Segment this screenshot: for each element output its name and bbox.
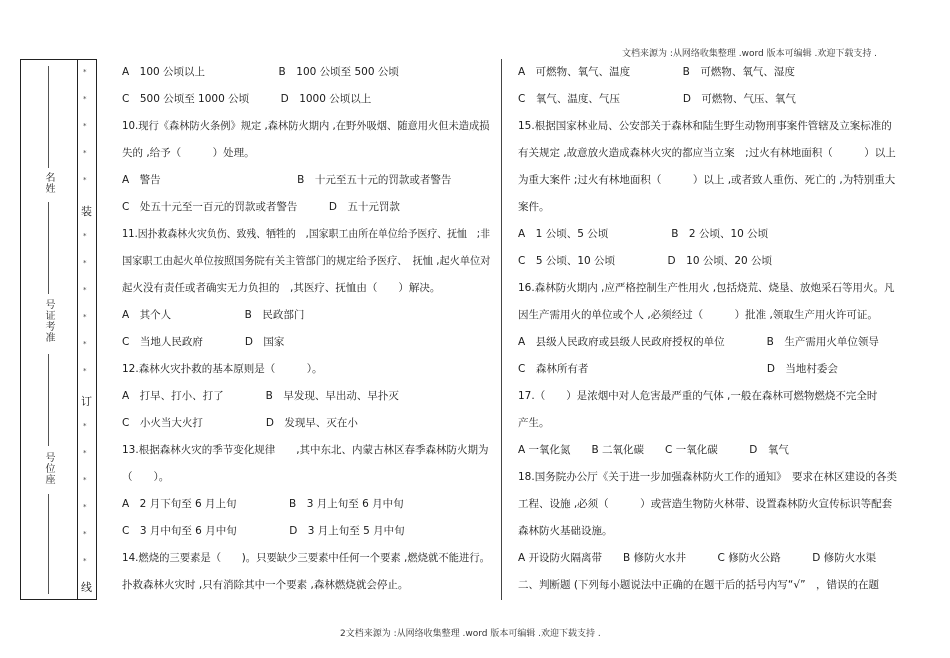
answer-options: A 县级人民政府或县级人民政府授权的单位 B 生产需用火单位领导	[518, 336, 879, 348]
question-18-cont: 工程、设施 ,必须（ ）或营造生物防火林带、设置森林防火宣传标识等配套	[518, 498, 893, 510]
answer-options: C 森林所有者 D 当地村委会	[518, 363, 838, 375]
binding-star: *	[83, 149, 87, 157]
answer-options: A 2 月下旬至 6 月上旬 B 3 月上旬至 6 月中旬	[122, 498, 404, 510]
question-14: 14.燃烧的三要素是（ )。只要缺少三要素中任何一个要素 ,燃烧就不能进行。	[122, 552, 490, 564]
name-fill-line-top	[48, 66, 49, 168]
binding-star: *	[83, 313, 87, 321]
binding-right-rule	[96, 59, 97, 600]
answer-options: A 开设防火隔离带 B 修防火水井 C 修防火公路 D 修防火水渠	[518, 552, 877, 564]
binding-star: *	[83, 422, 87, 430]
exam-number-label: 号证考准	[43, 299, 54, 343]
binding-star: *	[83, 340, 87, 348]
name-fill-line-bottom	[48, 202, 49, 294]
answer-options: A 可燃物、氧气、温度 B 可燃物、氧气、湿度	[518, 66, 795, 78]
question-15-cont: 有关规定 ,故意放火造成森林火灾的都应当立案 ;过火有林地面积（ ）以上	[518, 147, 896, 159]
binding-char-xian: 线	[81, 581, 92, 594]
answer-options: C 氧气、温度、气压 D 可燃物、气压、氧气	[518, 93, 796, 105]
binding-top-rule	[20, 59, 96, 60]
answer-options: A 100 公顷以上 B 100 公顷至 500 公顷	[122, 66, 399, 78]
binding-star: *	[83, 122, 87, 130]
answer-options: A 打早、打小、打了 B 早发现、早出动、早扑灭	[122, 390, 399, 402]
question-14-cont: 扑救森林火灾时 ,只有消除其中一个要素 ,森林燃烧就会停止。	[122, 579, 409, 591]
binding-bottom-rule	[20, 599, 96, 600]
binding-star: *	[83, 449, 87, 457]
answer-options: C 500 公顷至 1000 公顷 D 1000 公顷以上	[122, 93, 372, 105]
answer-options: A 警告 B 十元至五十元的罚款或者警告	[122, 174, 452, 186]
question-16: 16.森林防火期内 ,应严格控制生产性用火 ,包括烧荒、烧垦、放炮采石等用火。凡	[518, 282, 895, 294]
question-13: 13.根据森林火灾的季节变化规律 ,其中东北、内蒙古林区春季森林防火期为	[122, 444, 489, 456]
binding-char-zhuang: 装	[81, 205, 92, 218]
seat-number-fill-line	[48, 494, 49, 594]
question-15-cont: 为重大案件 ;过火有林地面积（ ）以上 ,或者致人重伤、死亡的 ,为特别重大	[518, 174, 896, 186]
binding-star: *	[83, 530, 87, 538]
question-11-cont: 国家职工由起火单位按照国务院有关主管部门的规定给予医疗、 抚恤 ,起火单位对	[122, 255, 491, 267]
column-divider	[501, 59, 502, 600]
question-13-cont: （ ）。	[122, 471, 170, 483]
question-17-cont: 产生。	[518, 417, 550, 429]
answer-options: A 1 公顷、5 公顷 B 2 公顷、10 公顷	[518, 228, 769, 240]
answer-options: C 小火当大火打 D 发现早、灭在小	[122, 417, 358, 429]
binding-star: *	[83, 95, 87, 103]
question-11-cont: 起火没有责任或者确实无力负担的 ,其医疗、抚恤由（ ）解决。	[122, 282, 441, 294]
question-18-cont: 森林防火基础设施。	[518, 525, 613, 537]
binding-star: *	[83, 557, 87, 565]
answer-options: C 处五十元至一百元的罚款或者警告 D 五十元罚款	[122, 201, 400, 213]
question-11: 11.因扑救森林火灾负伤、致残、牺牲的 ,国家职工由所在单位给予医疗、抚恤 ;非	[122, 228, 491, 240]
exam-number-fill-line	[48, 354, 49, 446]
question-16-cont: 因生产需用火的单位或个人 ,必须经过（ ）批准 ,领取生产用火许可证。	[518, 309, 878, 321]
answer-options: C 3 月中旬至 6 月中旬 D 3 月上旬至 5 月中旬	[122, 525, 405, 537]
answer-options: A 其个人 B 民政部门	[122, 309, 305, 321]
binding-left-rule	[20, 59, 21, 600]
question-12: 12.森林火灾扑救的基本原则是（ ）。	[122, 363, 323, 375]
answer-options: C 5 公顷、10 公顷 D 10 公顷、20 公顷	[518, 255, 773, 267]
binding-char-ding: 订	[81, 395, 92, 408]
binding-star: *	[83, 476, 87, 484]
binding-mid-rule	[77, 59, 78, 600]
question-18: 18.国务院办公厅《关于进一步加强森林防火工作的通知》 要求在林区建设的各类	[518, 471, 897, 483]
name-label: 名姓	[43, 172, 54, 194]
question-17: 17.（ ）是浓烟中对人危害最严重的气体 ,一般在森林可燃物燃烧不完全时	[518, 390, 878, 402]
section-heading-judgement: 二、判断题 (下列每小题说法中正确的在题干后的括号内写“√” ，错误的在题	[518, 579, 880, 591]
answer-options: A 一氧化氮 B 二氧化碳 C 一氧化碳 D 氧气	[518, 444, 789, 456]
binding-star: *	[83, 259, 87, 267]
binding-star: *	[83, 176, 87, 184]
page-footer: 2文档来源为 :从网络收集整理 .word 版本可编辑 .欢迎下载支持 .	[340, 629, 601, 639]
seat-number-label: 号位座	[43, 452, 54, 485]
binding-star: *	[83, 232, 87, 240]
question-10: 10.现行《森林防火条例》规定 ,森林防火期内 ,在野外吸烟、随意用火但未造成损	[122, 120, 490, 132]
page-header: 文档来源为 :从网络收集整理 .word 版本可编辑 .欢迎下载支持 .	[622, 49, 878, 59]
question-15-cont: 案件。	[518, 201, 550, 213]
binding-star: *	[83, 286, 87, 294]
binding-star: *	[83, 68, 87, 76]
question-10-cont: 失的 ,给予（ ）处理。	[122, 147, 255, 159]
question-15: 15.根据国家林业局、公安部关于森林和陆生野生动物刑事案件管辖及立案标准的	[518, 120, 892, 132]
answer-options: C 当地人民政府 D 国家	[122, 336, 285, 348]
binding-star: *	[83, 503, 87, 511]
binding-star: *	[83, 367, 87, 375]
